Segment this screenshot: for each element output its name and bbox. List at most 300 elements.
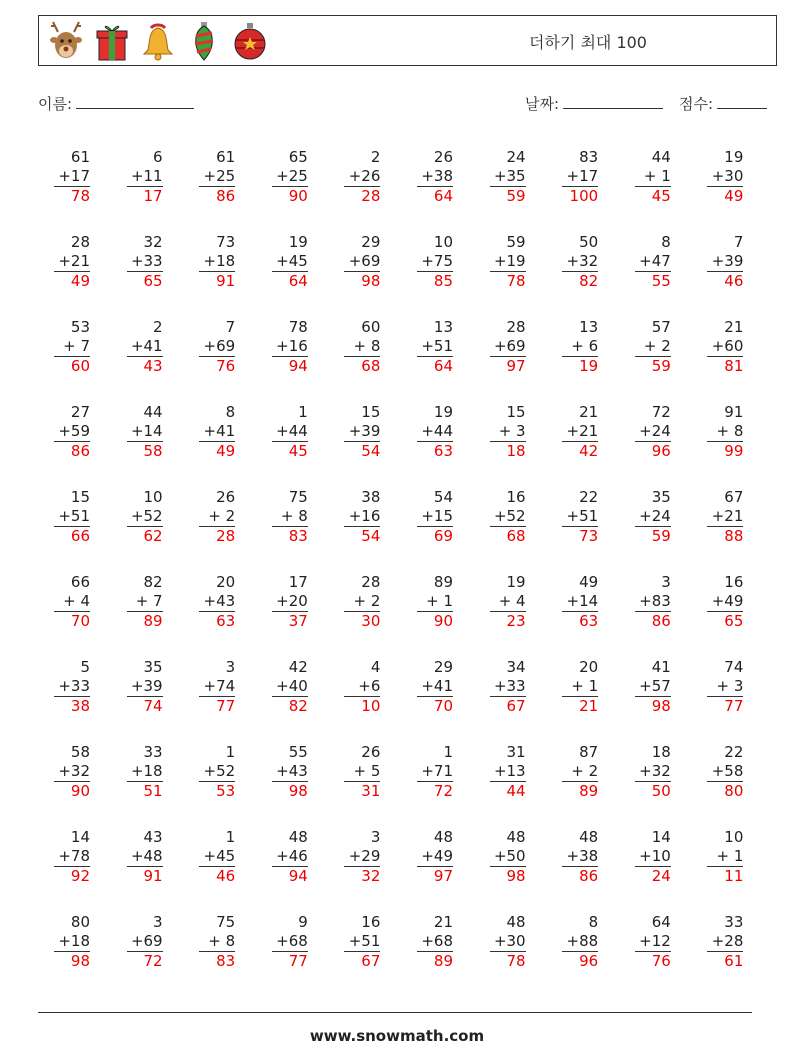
problem-item	[554, 318, 598, 376]
bottom-operand: +17	[566, 167, 599, 185]
answer: 49	[54, 271, 90, 291]
top-operand: 61	[216, 148, 236, 166]
bottom-operand: + 5	[353, 762, 381, 780]
answer: 30	[344, 611, 380, 631]
top-operand: 9	[298, 913, 308, 931]
bottom-operand: +32	[639, 762, 671, 780]
answer: 91	[199, 271, 235, 291]
answer: 58	[127, 441, 163, 461]
bottom-operand: + 8	[353, 337, 381, 355]
problem-item	[119, 743, 163, 801]
answer: 37	[272, 611, 308, 631]
header-box	[38, 15, 777, 66]
problem-item	[482, 658, 526, 716]
answer: 59	[635, 526, 671, 546]
top-operand: 44	[651, 148, 671, 166]
answer: 17	[127, 186, 163, 206]
problem-item	[46, 828, 90, 886]
top-operand: 48	[433, 828, 453, 846]
answer: 76	[199, 356, 235, 376]
bottom-operand: +29	[348, 847, 381, 865]
bottom-operand: +75	[421, 252, 453, 270]
top-operand: 42	[288, 658, 308, 676]
top-operand: 28	[506, 318, 526, 336]
bottom-operand: +57	[639, 677, 671, 695]
problem-item	[482, 148, 526, 206]
top-operand: 59	[506, 233, 526, 251]
problem-item	[264, 913, 308, 971]
problem-item	[119, 233, 163, 291]
answer: 59	[490, 186, 526, 206]
bottom-operand: +52	[493, 507, 526, 525]
problem-item	[119, 318, 163, 376]
answer: 31	[344, 781, 380, 801]
problem-item	[699, 828, 743, 886]
date-blank	[563, 96, 663, 109]
top-operand: 10	[724, 828, 744, 846]
problem-item	[627, 488, 671, 546]
problem-item	[409, 403, 453, 461]
problem-item	[264, 488, 308, 546]
problem-item	[627, 743, 671, 801]
top-operand: 44	[143, 403, 163, 421]
bottom-operand: +24	[639, 507, 671, 525]
answer: 78	[54, 186, 90, 206]
top-operand: 49	[579, 573, 599, 591]
answer: 86	[54, 441, 90, 461]
answer: 45	[635, 186, 671, 206]
bottom-operand: +38	[566, 847, 599, 865]
top-operand: 26	[433, 148, 453, 166]
top-operand: 18	[651, 743, 671, 761]
bottom-operand: +14	[130, 422, 163, 440]
problem-item	[191, 318, 235, 376]
top-operand: 1	[225, 743, 236, 761]
problem-item	[554, 913, 598, 971]
top-operand: 60	[361, 318, 381, 336]
answer: 90	[417, 611, 453, 631]
problem-item	[627, 658, 671, 716]
problem-item	[46, 403, 90, 461]
top-operand: 66	[70, 573, 90, 591]
answer: 98	[344, 271, 380, 291]
bottom-operand: +18	[203, 252, 236, 270]
answer: 68	[490, 526, 526, 546]
answer: 83	[272, 526, 308, 546]
bottom-operand: + 3	[716, 677, 744, 695]
top-operand: 2	[153, 318, 163, 336]
answer: 50	[635, 781, 671, 801]
answer: 64	[417, 356, 453, 376]
problem-item	[191, 403, 235, 461]
top-operand: 3	[225, 658, 236, 676]
bottom-operand: +13	[493, 762, 526, 780]
top-operand: 20	[216, 573, 236, 591]
bottom-operand: +30	[493, 932, 526, 950]
answer: 44	[490, 781, 526, 801]
top-operand: 48	[579, 828, 599, 846]
bottom-operand: +21	[711, 507, 744, 525]
bottom-operand: +16	[276, 337, 308, 355]
problem-item	[46, 658, 90, 716]
answer: 73	[562, 526, 598, 546]
top-operand: 61	[70, 148, 90, 166]
problem-item	[191, 658, 235, 716]
answer: 67	[344, 951, 380, 971]
bottom-operand: +50	[493, 847, 526, 865]
top-operand: 64	[651, 913, 671, 931]
top-operand: 91	[724, 403, 744, 421]
top-operand: 15	[361, 403, 381, 421]
top-operand: 50	[579, 233, 599, 251]
problem-item	[409, 318, 453, 376]
top-operand: 83	[579, 148, 599, 166]
answer: 62	[127, 526, 163, 546]
bottom-operand: +14	[566, 592, 599, 610]
bottom-operand: + 7	[135, 592, 163, 610]
answer: 46	[707, 271, 743, 291]
answer: 59	[635, 356, 671, 376]
bottom-operand: +83	[639, 592, 671, 610]
top-operand: 43	[143, 828, 163, 846]
problem-item	[119, 913, 163, 971]
top-operand: 21	[724, 318, 744, 336]
answer: 92	[54, 866, 90, 886]
problem-item	[191, 148, 235, 206]
top-operand: 41	[651, 658, 671, 676]
bottom-operand: +6	[358, 677, 381, 695]
bottom-operand: + 1	[571, 677, 599, 695]
problem-item	[119, 658, 163, 716]
top-operand: 58	[70, 743, 90, 761]
answer: 43	[127, 356, 163, 376]
problem-item	[482, 828, 526, 886]
answer: 100	[562, 186, 598, 206]
answer: 77	[707, 696, 743, 716]
problem-item	[191, 828, 235, 886]
bottom-operand: +44	[421, 422, 453, 440]
top-operand: 3	[370, 828, 381, 846]
bottom-operand: +20	[276, 592, 308, 610]
problem-item	[554, 403, 598, 461]
top-operand: 14	[70, 828, 90, 846]
top-operand: 10	[143, 488, 163, 506]
top-operand: 19	[433, 403, 453, 421]
top-operand: 22	[724, 743, 744, 761]
bottom-operand: +24	[639, 422, 671, 440]
top-operand: 33	[724, 913, 744, 931]
problem-item	[336, 403, 380, 461]
problem-item	[264, 658, 308, 716]
answer: 38	[54, 696, 90, 716]
worksheet-title: 더하기 최대 100	[529, 33, 647, 52]
top-operand: 54	[433, 488, 453, 506]
bottom-operand: +11	[130, 167, 163, 185]
bottom-operand: +33	[58, 677, 90, 695]
answer: 80	[707, 781, 743, 801]
answer: 96	[635, 441, 671, 461]
bottom-operand: + 8	[716, 422, 744, 440]
problem-item	[336, 828, 380, 886]
top-operand: 5	[80, 658, 90, 676]
problem-item	[409, 658, 453, 716]
answer: 90	[54, 781, 90, 801]
bottom-operand: +78	[58, 847, 90, 865]
bottom-operand: +58	[711, 762, 744, 780]
problem-item	[264, 403, 308, 461]
bottom-operand: +51	[348, 932, 381, 950]
top-operand: 2	[370, 148, 381, 166]
answer: 89	[562, 781, 598, 801]
bottom-operand: + 2	[353, 592, 381, 610]
bottom-operand: +88	[566, 932, 599, 950]
top-operand: 28	[361, 573, 381, 591]
gift-box-icon	[93, 20, 131, 62]
top-operand: 53	[70, 318, 90, 336]
answer: 65	[707, 611, 743, 631]
bottom-operand: +45	[276, 252, 308, 270]
bottom-operand: +44	[276, 422, 308, 440]
top-operand: 72	[651, 403, 671, 421]
top-operand: 75	[288, 488, 308, 506]
problem-item	[699, 233, 743, 291]
bottom-operand: +69	[493, 337, 526, 355]
top-operand: 38	[361, 488, 381, 506]
bottom-operand: +43	[203, 592, 236, 610]
top-operand: 1	[443, 743, 453, 761]
top-operand: 22	[579, 488, 599, 506]
top-operand: 3	[153, 913, 163, 931]
answer: 81	[707, 356, 743, 376]
problem-item	[264, 148, 308, 206]
bottom-operand: +45	[203, 847, 236, 865]
answer: 63	[562, 611, 598, 631]
answer: 98	[272, 781, 308, 801]
score-label: 점수:	[679, 95, 714, 113]
bottom-operand: +74	[203, 677, 236, 695]
top-operand: 7	[733, 233, 744, 251]
top-operand: 87	[579, 743, 599, 761]
problem-item	[336, 148, 380, 206]
bottom-operand: +40	[276, 677, 308, 695]
problem-item	[264, 233, 308, 291]
answer: 54	[344, 526, 380, 546]
top-operand: 24	[506, 148, 526, 166]
top-operand: 78	[288, 318, 308, 336]
bottom-operand: +60	[711, 337, 744, 355]
problem-item	[46, 488, 90, 546]
problem-item	[482, 318, 526, 376]
top-operand: 1	[298, 403, 308, 421]
answer: 65	[127, 271, 163, 291]
answer: 97	[417, 866, 453, 886]
answer: 86	[635, 611, 671, 631]
top-operand: 17	[288, 573, 308, 591]
top-operand: 29	[433, 658, 453, 676]
top-operand: 65	[288, 148, 308, 166]
footer-divider	[38, 1012, 752, 1013]
problem-item	[409, 913, 453, 971]
bottom-operand: +25	[203, 167, 236, 185]
problem-item	[264, 828, 308, 886]
answer: 94	[272, 866, 308, 886]
problem-item	[409, 573, 453, 631]
bottom-operand: +69	[348, 252, 381, 270]
bottom-operand: +51	[566, 507, 599, 525]
answer: 82	[562, 271, 598, 291]
top-operand: 26	[216, 488, 236, 506]
bottom-operand: +39	[130, 677, 163, 695]
problem-item	[336, 573, 380, 631]
problem-item	[119, 828, 163, 886]
problem-item	[482, 403, 526, 461]
bottom-operand: + 2	[208, 507, 236, 525]
top-operand: 27	[70, 403, 90, 421]
name-blank	[76, 96, 194, 109]
problem-item	[554, 828, 598, 886]
answer: 77	[199, 696, 235, 716]
answer: 28	[199, 526, 235, 546]
top-operand: 28	[70, 233, 90, 251]
bottom-operand: +51	[58, 507, 90, 525]
footer-site: www.snowmath.com	[309, 1027, 485, 1045]
bottom-operand: +48	[130, 847, 163, 865]
top-operand: 16	[361, 913, 381, 931]
answer: 11	[707, 866, 743, 886]
top-operand: 13	[433, 318, 453, 336]
answer: 96	[562, 951, 598, 971]
bottom-operand: +26	[348, 167, 381, 185]
bell-icon	[139, 20, 177, 62]
bottom-operand: +52	[203, 762, 236, 780]
problem-item	[336, 743, 380, 801]
answer: 54	[344, 441, 380, 461]
answer: 85	[417, 271, 453, 291]
score-field	[679, 93, 767, 114]
bottom-operand: +18	[58, 932, 90, 950]
answer: 63	[417, 441, 453, 461]
answer: 68	[344, 356, 380, 376]
top-operand: 89	[433, 573, 453, 591]
bottom-operand: +28	[711, 932, 744, 950]
problem-item	[627, 233, 671, 291]
bottom-operand: + 8	[280, 507, 308, 525]
top-operand: 80	[70, 913, 90, 931]
bottom-operand: +12	[639, 932, 671, 950]
top-operand: 74	[724, 658, 744, 676]
answer: 98	[54, 951, 90, 971]
top-operand: 35	[143, 658, 163, 676]
answer: 45	[272, 441, 308, 461]
problem-item	[336, 488, 380, 546]
bottom-operand: +38	[421, 167, 453, 185]
bottom-operand: +46	[276, 847, 308, 865]
problem-item	[627, 403, 671, 461]
icon-row	[47, 20, 269, 62]
top-operand: 21	[579, 403, 599, 421]
top-operand: 48	[288, 828, 308, 846]
problem-item	[627, 828, 671, 886]
problem-item	[482, 488, 526, 546]
bottom-operand: +47	[639, 252, 671, 270]
problem-item	[191, 488, 235, 546]
problem-item	[264, 573, 308, 631]
answer: 64	[417, 186, 453, 206]
answer: 78	[490, 951, 526, 971]
bottom-operand: +16	[348, 507, 381, 525]
bottom-operand: +15	[421, 507, 453, 525]
answer: 60	[54, 356, 90, 376]
answer: 42	[562, 441, 598, 461]
answer: 78	[490, 271, 526, 291]
problem-item	[409, 488, 453, 546]
bottom-operand: +32	[566, 252, 599, 270]
top-operand: 19	[724, 148, 744, 166]
answer: 53	[199, 781, 235, 801]
answer: 61	[707, 951, 743, 971]
problem-item	[336, 913, 380, 971]
top-operand: 75	[216, 913, 236, 931]
answer: 77	[272, 951, 308, 971]
ornament-ball-icon	[231, 20, 269, 62]
answer: 46	[199, 866, 235, 886]
date-field	[525, 93, 663, 114]
top-operand: 15	[506, 403, 526, 421]
bottom-operand: + 4	[63, 592, 90, 610]
answer: 89	[127, 611, 163, 631]
problem-item	[554, 233, 598, 291]
problem-item	[46, 913, 90, 971]
top-operand: 8	[588, 913, 599, 931]
problem-item	[336, 233, 380, 291]
bottom-operand: +68	[421, 932, 453, 950]
problem-item	[554, 573, 598, 631]
answer: 18	[490, 441, 526, 461]
problem-item	[554, 743, 598, 801]
bottom-operand: +21	[566, 422, 599, 440]
bottom-operand: +25	[276, 167, 308, 185]
answer: 21	[562, 696, 598, 716]
problem-item	[409, 743, 453, 801]
problem-item	[119, 488, 163, 546]
top-operand: 13	[579, 318, 599, 336]
answer: 90	[272, 186, 308, 206]
bottom-operand: +52	[130, 507, 163, 525]
problem-item	[699, 403, 743, 461]
problem-item	[482, 743, 526, 801]
top-operand: 82	[143, 573, 163, 591]
problem-item	[627, 573, 671, 631]
problem-item	[699, 573, 743, 631]
answer: 98	[635, 696, 671, 716]
bottom-operand: + 6	[571, 337, 599, 355]
bottom-operand: +19	[493, 252, 526, 270]
problem-item	[119, 148, 163, 206]
bottom-operand: +30	[711, 167, 744, 185]
answer: 99	[707, 441, 743, 461]
problem-item	[191, 233, 235, 291]
answer: 69	[417, 526, 453, 546]
top-operand: 14	[651, 828, 671, 846]
answer: 86	[199, 186, 235, 206]
score-blank	[717, 96, 767, 109]
name-field	[38, 93, 194, 114]
answer: 19	[562, 356, 598, 376]
top-operand: 29	[361, 233, 381, 251]
problem-item	[336, 658, 380, 716]
problem-item	[554, 488, 598, 546]
problem-item	[46, 148, 90, 206]
